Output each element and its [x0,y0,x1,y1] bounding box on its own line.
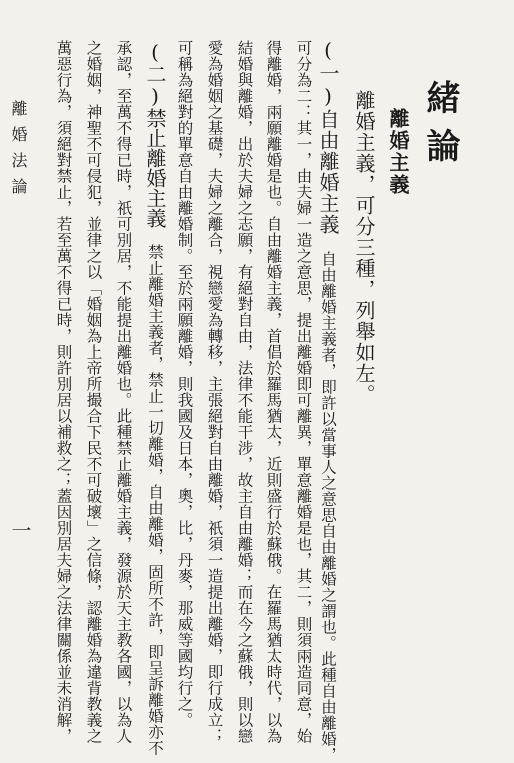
subsection2-heading: (二)禁止離婚主義 [143,40,167,228]
chapter-title: 緒論 [420,80,460,176]
text-column: 之婚姻，神聖不可侵犯，並律之以「婚姻為上帝所撮合下民不可破壞」之信條，認離婚為違背教義之 [84,40,103,744]
text-column: 結婚與離婚，出於夫婦之志願，有絕對自由，法律不能干涉，故主自由離婚；而在今之蘇俄，則以戀 [235,40,254,744]
text-column: 萬惡行為，須絕對禁止，若至萬不得已時，則許別居以補救之；蓋因別居夫婦之法律關係並未消解， [54,40,73,744]
subsection1-column [318,38,338,763]
subsection2-column [145,40,165,756]
subsection1-heading: (一)自由離婚主義 [316,38,340,235]
text-column: 可稱為絕對的單意自由離婚制。至於兩願離婚，則我國及日本，奧，比，丹麥，那威等國均行之。 [175,40,194,728]
section-heading: 離婚主義 [386,108,410,196]
subsection2-first-line: 禁止離婚主義者，禁止一切離婚，自由離婚，固所不許，即呈訴離婚亦不 [146,244,164,756]
page-number: 一 [8,520,32,540]
text-column: 可分為二：其一，由夫婦一造之意思，提出離婚即可離異，單意離婚是也，其二，則須兩造同意，始 [294,40,313,744]
intro-paragraph: 離婚主義，可分三種，列舉如左。 [352,90,376,405]
text-column: 得離婚，兩願離婚是也。自由離婚主義，首倡於羅馬猶太，近則盛行於蘇俄。在羅馬猶太時代，以為 [264,40,283,744]
text-column: 承認，至萬不得已時，祇可別居，不能提出離婚也。此種禁止離婚主義，發源於天主教各國，以為人 [114,40,133,744]
text-column: 愛為婚姻之基礎，夫婦之離合，視戀愛為轉移，主張絕對自由離婚，祇須一造提出離婚，即行成立； [205,40,224,744]
book-title-footer: 離婚法論 [9,100,28,204]
subsection1-first-line: 自由離婚主義者，即許以當事人之意思自由離婚之謂也。此種自由離婚， [319,251,337,763]
